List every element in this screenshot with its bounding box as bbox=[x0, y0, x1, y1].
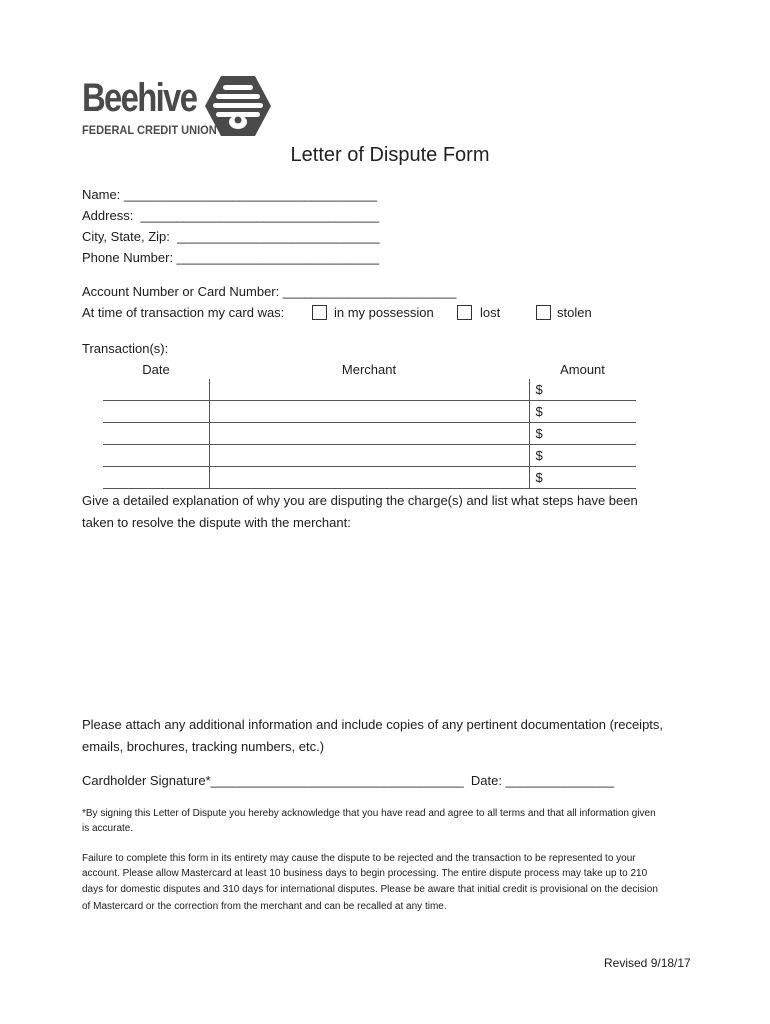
table-row bbox=[103, 445, 636, 467]
table-row bbox=[103, 467, 636, 489]
merchant-cell[interactable] bbox=[209, 445, 529, 467]
transactions-label: Transaction(s): bbox=[82, 341, 169, 356]
form-title: Letter of Dispute Form bbox=[290, 144, 490, 166]
table-row bbox=[103, 379, 636, 401]
table-header-row bbox=[103, 359, 636, 379]
merchant-cell[interactable] bbox=[209, 423, 529, 445]
possession-label: in my possession bbox=[334, 305, 434, 320]
date-cell[interactable] bbox=[103, 467, 209, 489]
address-field[interactable]: Address: _________________________________ bbox=[82, 208, 380, 223]
explanation-area[interactable] bbox=[82, 540, 682, 700]
stolen-checkbox[interactable] bbox=[536, 305, 551, 320]
notice-line-2: account. Please allow Mastercard at least 10 business days to begin processing. The entire dispute process may take up to 210 bbox=[82, 868, 648, 879]
logo-subtitle: FEDERAL CREDIT UNION bbox=[82, 123, 217, 137]
date-cell[interactable] bbox=[103, 379, 209, 401]
beehive-logo-icon bbox=[203, 74, 273, 138]
merchant-cell[interactable] bbox=[209, 401, 529, 423]
disclaimer-line-2: is accurate. bbox=[82, 823, 134, 834]
logo-wordmark: Beehive bbox=[82, 76, 197, 120]
notice-line-1: Failure to complete this form in its entirety may cause the dispute to be rejected and the transaction to be represented to your bbox=[82, 853, 636, 864]
signature-date-field[interactable]: Cardholder Signature*___________________________________ Date: _______________ bbox=[82, 773, 615, 788]
lost-checkbox[interactable] bbox=[457, 305, 472, 320]
city-state-zip-field[interactable]: City, State, Zip: ____________________________ bbox=[82, 229, 380, 244]
phone-field[interactable]: Phone Number: ____________________________ bbox=[82, 250, 380, 265]
merchant-header: Merchant bbox=[341, 361, 397, 377]
table-row bbox=[103, 423, 636, 445]
amount-cell[interactable]: $ bbox=[529, 423, 636, 445]
date-cell[interactable] bbox=[103, 401, 209, 423]
explanation-line-2: taken to resolve the dispute with the merchant: bbox=[82, 515, 351, 530]
transactions-table bbox=[103, 359, 636, 489]
revised-date: Revised 9/18/17 bbox=[604, 956, 691, 970]
table-row bbox=[103, 401, 636, 423]
notice-line-3: days for domestic disputes and 310 days for international disputes. Please be aware that initial credit is provisional on the decision bbox=[82, 884, 658, 895]
amount-cell[interactable]: $ bbox=[529, 401, 636, 423]
account-number-field[interactable]: Account Number or Card Number: ________________________ bbox=[82, 284, 457, 299]
explanation-line-1: Give a detailed explanation of why you are disputing the charge(s) and list what steps have been bbox=[82, 493, 638, 508]
disclaimer-line-1: *By signing this Letter of Dispute you hereby acknowledge that you have read and agree to all terms and that all information given bbox=[82, 808, 656, 819]
date-cell[interactable] bbox=[103, 445, 209, 467]
notice-line-4: of Mastercard or the correction from the merchant and can be recalled at any time. bbox=[82, 901, 447, 912]
attach-line-2: emails, brochures, tracking numbers, etc.) bbox=[82, 739, 325, 754]
date-cell[interactable] bbox=[103, 423, 209, 445]
attach-line-1: Please attach any additional information and include copies of any pertinent documentation (receipts, bbox=[82, 717, 664, 732]
amount-cell[interactable]: $ bbox=[529, 467, 636, 489]
merchant-cell[interactable] bbox=[209, 467, 529, 489]
name-field[interactable]: Name: ___________________________________ bbox=[82, 187, 377, 202]
amount-cell[interactable]: $ bbox=[529, 379, 636, 401]
card-status-prompt: At time of transaction my card was: bbox=[82, 305, 285, 320]
lost-label: lost bbox=[480, 305, 501, 320]
date-header: Date bbox=[142, 361, 170, 377]
amount-header: Amount bbox=[560, 361, 605, 377]
merchant-cell[interactable] bbox=[209, 379, 529, 401]
possession-checkbox[interactable] bbox=[312, 305, 327, 320]
stolen-label: stolen bbox=[557, 305, 592, 320]
amount-cell[interactable]: $ bbox=[529, 445, 636, 467]
